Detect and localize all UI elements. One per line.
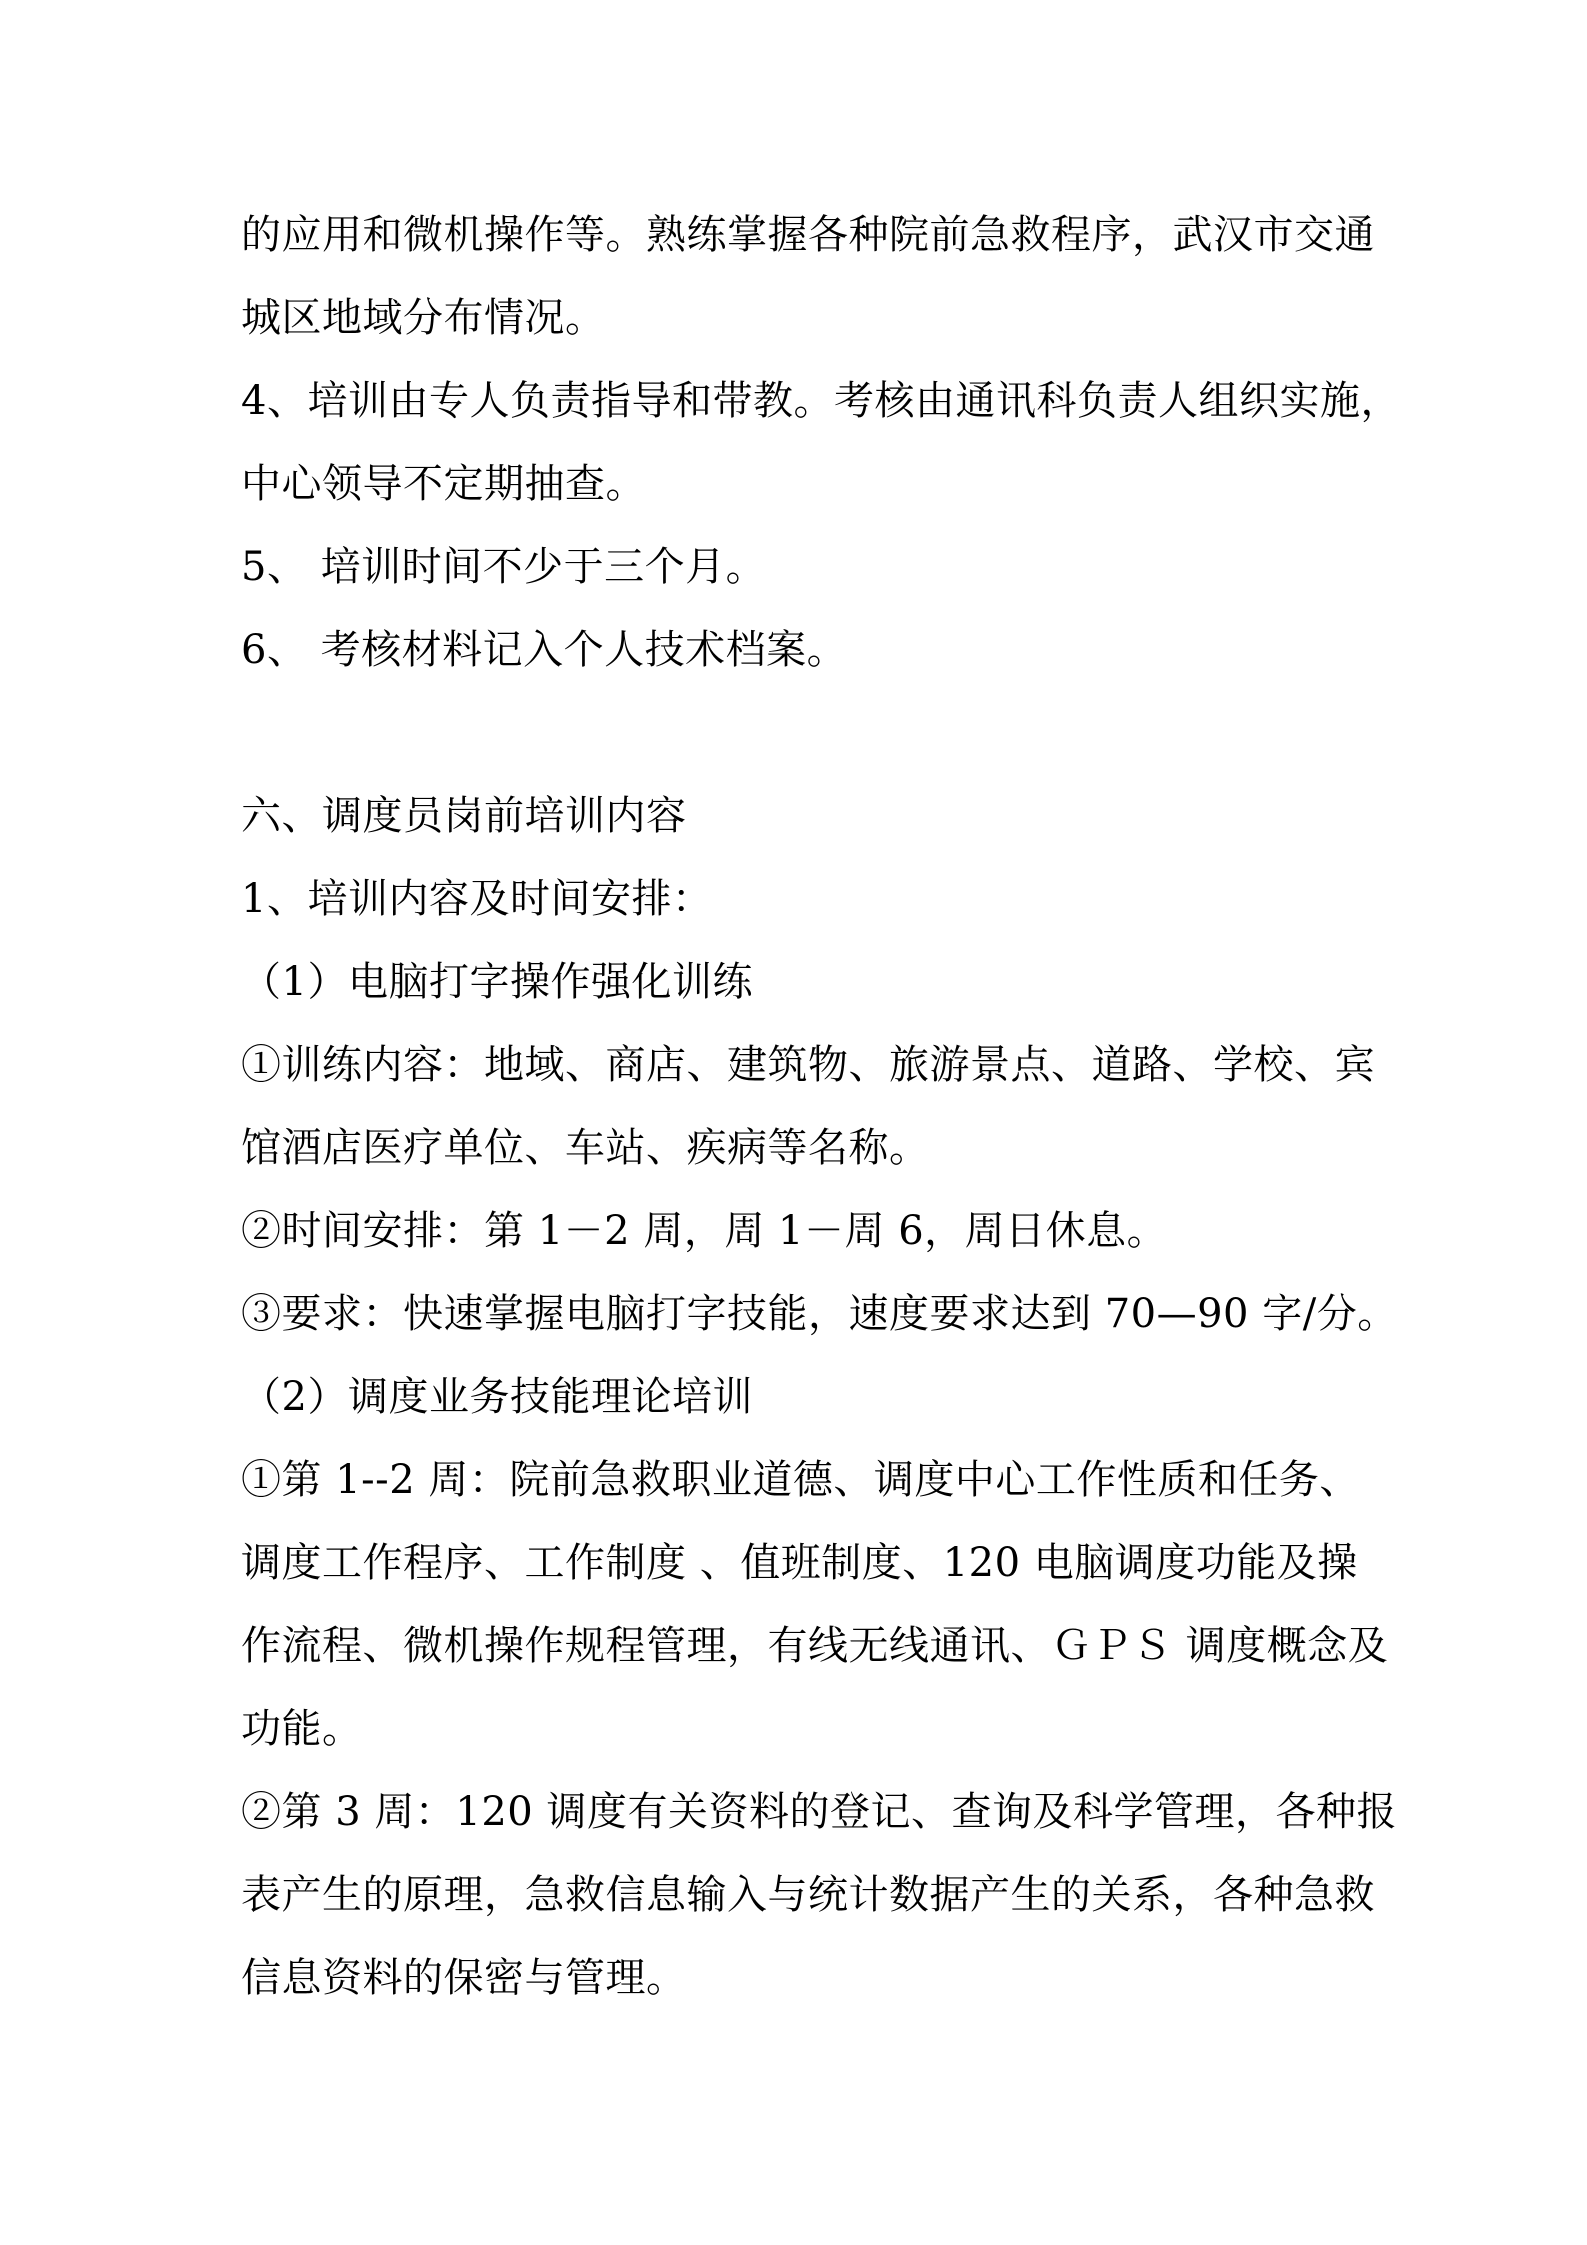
text-line: ③要求：快速掌握电脑打字技能，速度要求达到 70—90 字/分。 xyxy=(241,1291,1398,1337)
text-line: 作流程、微机操作规程管理，有线无线通讯、ＧＰＳ 调度概念及 xyxy=(241,1623,1389,1669)
text-line: 功能。 xyxy=(241,1706,363,1752)
list-item-6: 6、 考核材料记入个人技术档案。 xyxy=(241,627,848,673)
sub-item-heading: （1）电脑打字操作强化训练 xyxy=(241,959,753,1005)
text-line: ②时间安排：第 1－2 周，周 1－周 6，周日休息。 xyxy=(241,1208,1168,1254)
list-item-5: 5、 培训时间不少于三个月。 xyxy=(241,544,767,590)
subsection-heading: 1、培训内容及时间安排： xyxy=(241,876,713,922)
text-line: 馆酒店医疗单位、车站、疾病等名称。 xyxy=(241,1125,930,1171)
sub-item-heading: （2）调度业务技能理论培训 xyxy=(241,1374,753,1420)
text-line: 信息资料的保密与管理。 xyxy=(241,1955,687,2001)
text-line: 调度工作程序、工作制度 、值班制度、120 电脑调度功能及操 xyxy=(241,1540,1358,1586)
text-line: 城区地域分布情况。 xyxy=(241,295,606,341)
text-line: 的应用和微机操作等。熟练掌握各种院前急救程序，武汉市交通 xyxy=(241,212,1375,258)
section-heading: 六、调度员岗前培训内容 xyxy=(241,793,687,839)
text-line: 中心领导不定期抽查。 xyxy=(241,461,646,507)
list-item-4: 4、培训由专人负责指导和带教。考核由通讯科负责人组织实施， xyxy=(241,378,1401,424)
text-line: 表产生的原理，急救信息输入与统计数据产生的关系，各种急救 xyxy=(241,1872,1375,1918)
text-line: ①训练内容：地域、商店、建筑物、旅游景点、道路、学校、宾 xyxy=(241,1042,1375,1088)
text-line: ①第 1--2 周：院前急救职业道德、调度中心工作性质和任务、 xyxy=(241,1457,1360,1503)
text-line: ②第 3 周：120 调度有关资料的登记、查询及科学管理，各种报 xyxy=(241,1789,1397,1835)
